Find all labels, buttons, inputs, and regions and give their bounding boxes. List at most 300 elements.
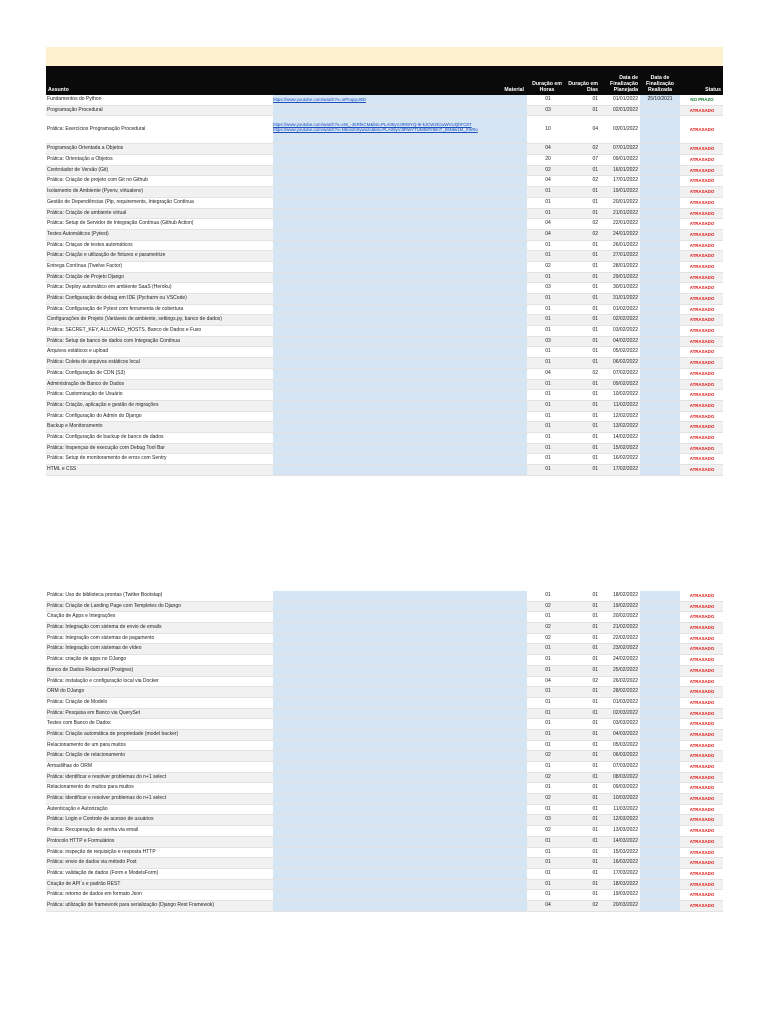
status-atrasado-badge: ATRASADO	[689, 157, 715, 163]
material-cell	[273, 187, 527, 197]
data-planejada-cell: 06/02/2022	[612, 359, 638, 366]
status-atrasado-badge: ATRASADO	[689, 603, 715, 609]
duracao-horas-cell: 04	[545, 901, 551, 908]
duracao-dias-cell: 01	[592, 730, 598, 737]
duracao-horas-cell: 01	[545, 241, 551, 248]
duracao-dias-cell: 01	[592, 624, 598, 631]
assunto-cell: Prática: Integração com sistemas de vídeo	[47, 645, 142, 652]
material-cell	[273, 837, 527, 847]
table-row	[46, 602, 723, 613]
table-row	[46, 369, 723, 380]
duracao-horas-cell: 01	[545, 837, 551, 844]
duracao-dias-cell: 01	[592, 455, 598, 462]
status-atrasado-badge: ATRASADO	[689, 892, 715, 898]
table-row	[46, 116, 723, 144]
data-realizada-cell	[640, 612, 680, 622]
assunto-cell: Prática: Inspençao de execução com Debug Tool Bar	[47, 444, 165, 451]
table-header	[46, 66, 723, 95]
material-cell	[273, 95, 527, 105]
status-atrasado-badge: ATRASADO	[689, 667, 715, 673]
material-cell	[273, 390, 527, 400]
data-realizada-cell	[640, 709, 680, 719]
data-realizada-cell	[640, 602, 680, 612]
duracao-dias-cell: 01	[592, 209, 598, 216]
duracao-horas-cell: 01	[545, 848, 551, 855]
data-realizada-cell	[640, 880, 680, 890]
material-cell	[273, 869, 527, 879]
data-planejada-cell: 27/01/2022	[612, 252, 638, 259]
data-realizada-cell	[640, 783, 680, 793]
status-atrasado-badge: ATRASADO	[689, 593, 715, 598]
material-cell	[273, 634, 527, 644]
data-planejada-cell: 16/01/2022	[612, 166, 638, 173]
duracao-horas-cell: 03	[545, 106, 551, 113]
material-cell	[273, 698, 527, 708]
data-realizada-cell	[640, 591, 680, 601]
material-cell	[273, 848, 527, 858]
status-atrasado-badge: ATRASADO	[689, 146, 715, 152]
material-cell	[273, 666, 527, 676]
duracao-horas-cell: 03	[545, 816, 551, 823]
duracao-dias-cell: 01	[592, 401, 598, 408]
status-atrasado-badge: ATRASADO	[689, 381, 715, 387]
assunto-cell: Prática: Customização de Usuário	[47, 391, 123, 398]
assunto-cell: Prática: retorno de dados em formato Json	[47, 891, 142, 898]
material-link[interactable]: https://www.youtube.com/watch?v=N6ov2mfywuzc&list=PLA05yVJtRWYTUMtMTrl8mT_b5Ntw1M_XW0o	[273, 127, 478, 133]
data-planejada-cell: 29/01/2022	[612, 273, 638, 280]
data-planejada-cell: 03/01/2022	[612, 126, 638, 133]
data-realizada-cell	[640, 858, 680, 868]
assunto-cell: Prática: Criação e utilização de fixtures e parametrize	[47, 252, 166, 259]
duracao-horas-cell: 02	[545, 634, 551, 641]
material-cell	[273, 283, 527, 293]
table-row	[46, 465, 723, 476]
data-realizada-cell	[640, 444, 680, 454]
duracao-dias-cell: 01	[592, 466, 598, 472]
assunto-cell: Armadilhas do ORM	[47, 763, 93, 769]
duracao-horas-cell: 04	[545, 177, 551, 184]
table-row	[46, 773, 723, 784]
status-atrasado-badge: ATRASADO	[689, 657, 715, 663]
data-planejada-cell: 16/02/2022	[612, 455, 638, 462]
status-atrasado-badge: ATRASADO	[689, 370, 715, 376]
duracao-dias-cell: 01	[592, 305, 598, 312]
data-realizada-cell	[640, 155, 680, 165]
data-realizada-cell	[640, 337, 680, 347]
data-planejada-cell: 11/02/2022	[613, 401, 638, 408]
data-realizada-cell	[640, 251, 680, 261]
table-row	[46, 315, 723, 326]
status-atrasado-badge: ATRASADO	[689, 881, 715, 887]
data-realizada-cell	[640, 730, 680, 740]
data-realizada-cell	[640, 176, 680, 186]
material-link[interactable]: https://www.youtube.com/watch?v=cW_-2kRfeCM&list=PLA05yVJtRWYQ-9i-kJCW2tCwWVUQhFC8T	[273, 122, 472, 128]
duracao-dias-cell: 01	[592, 613, 598, 620]
assunto-cell: Criação de API´s e padrão REST	[47, 880, 121, 887]
assunto-cell: Prática: Deploy automático em ambiente SaaS (Heroku)	[47, 284, 172, 291]
data-realizada-cell	[640, 773, 680, 783]
data-planejada-cell: 04/02/2022	[612, 337, 638, 344]
table-row	[46, 815, 723, 826]
data-planejada-cell: 28/02/2022	[612, 688, 638, 695]
material-cell	[273, 347, 527, 357]
status-atrasado-badge: ATRASADO	[689, 263, 715, 269]
duracao-dias-cell: 01	[592, 188, 598, 195]
assunto-cell: Testes com Banco de Dados	[47, 720, 111, 727]
duracao-horas-cell: 01	[545, 784, 551, 791]
data-realizada-cell	[640, 380, 680, 390]
data-planejada-cell: 19/01/2022	[612, 188, 638, 195]
table-row	[46, 95, 723, 106]
table-row	[46, 401, 723, 412]
duracao-dias-cell: 01	[592, 295, 598, 301]
col-duracao-dias: Duração em Dias	[568, 81, 598, 93]
material-cell	[273, 730, 527, 740]
assunto-cell: Programação Orientada a Objetos	[47, 145, 124, 152]
duracao-horas-cell: 01	[545, 198, 551, 205]
status-atrasado-badge: ATRASADO	[689, 285, 715, 291]
table-row	[46, 283, 723, 294]
material-cell	[273, 241, 527, 251]
duracao-horas-cell: 01	[545, 763, 551, 769]
data-realizada-cell	[640, 741, 680, 751]
table-row	[46, 644, 723, 655]
assunto-cell: Prática: Criação de Projeto Django	[47, 273, 124, 280]
data-planejada-cell: 19/03/2022	[612, 891, 638, 898]
duracao-horas-cell: 01	[545, 380, 551, 387]
material-cell	[273, 794, 527, 804]
status-atrasado-badge: ATRASADO	[689, 317, 715, 323]
status-atrasado-badge: ATRASADO	[689, 253, 715, 259]
data-planejada-cell: 21/02/2022	[612, 624, 638, 631]
status-atrasado-badge: ATRASADO	[689, 107, 715, 113]
table-row	[46, 337, 723, 348]
assunto-cell: Administração de Banco de Dados	[47, 380, 124, 387]
assunto-cell: Prática: Pesquisa em Banco via QuerySet	[47, 709, 141, 716]
data-planejada-cell: 05/03/2022	[612, 741, 638, 748]
assunto-cell: Isolamento de Ambiente (Pyenv, virtualenv)	[47, 188, 144, 195]
material-cell	[273, 751, 527, 761]
material-cell	[273, 369, 527, 379]
data-realizada-cell	[640, 794, 680, 804]
duracao-dias-cell: 01	[592, 337, 598, 344]
assunto-cell: Prática: Criação de ambiente virtual	[47, 209, 127, 216]
status-no-prazo-badge: NO PRAZO	[690, 97, 714, 102]
material-cell	[273, 380, 527, 390]
assunto-cell: Gestão de Dependências (Pip, requirements, Integração Contínua	[47, 198, 194, 205]
material-cell	[273, 687, 527, 697]
data-planejada-cell: 12/03/2022	[612, 816, 638, 823]
duracao-dias-cell: 01	[592, 698, 598, 705]
data-realizada-cell	[640, 369, 680, 379]
data-planejada-cell: 03/03/2022	[612, 720, 638, 727]
assunto-cell: Prática: Setup de Servidor de Integração Contínua (Github Action)	[47, 220, 194, 227]
status-atrasado-badge: ATRASADO	[689, 774, 715, 780]
duracao-horas-cell: 02	[545, 773, 551, 780]
data-planejada-cell: 30/01/2022	[612, 284, 638, 291]
data-realizada-cell	[640, 241, 680, 251]
assunto-cell: Prática: identificar e resolver problemas do n+1 select	[47, 795, 167, 802]
data-realizada-cell	[640, 116, 680, 143]
data-realizada-cell	[640, 687, 680, 697]
assunto-cell: Prática: Criação de Modelo	[47, 698, 108, 705]
data-planejada-cell: 10/03/2022	[612, 795, 638, 802]
data-realizada-cell	[640, 634, 680, 644]
assunto-cell: Testes Automáticos (Pytest)	[47, 230, 109, 237]
duracao-horas-cell: 01	[545, 391, 551, 398]
duracao-dias-cell: 01	[592, 827, 598, 834]
data-planejada-cell: 20/02/2022	[612, 613, 638, 620]
table-row	[46, 698, 723, 709]
status-atrasado-badge: ATRASADO	[689, 467, 715, 472]
duracao-horas-cell: 01	[545, 273, 551, 280]
status-atrasado-badge: ATRASADO	[689, 221, 715, 227]
duracao-horas-cell: 01	[545, 209, 551, 216]
status-atrasado-badge: ATRASADO	[689, 796, 715, 802]
duracao-dias-cell: 01	[592, 816, 598, 823]
duracao-dias-cell: 01	[592, 752, 598, 759]
duracao-horas-cell: 01	[545, 880, 551, 887]
data-planejada-cell: 11/03/2022	[613, 805, 638, 812]
table-row	[46, 433, 723, 444]
assunto-cell: Prática: Criação de Landing Page com Templetes do Django	[47, 602, 181, 609]
table-row	[46, 106, 723, 117]
material-cell	[273, 677, 527, 687]
data-realizada-cell	[640, 698, 680, 708]
assunto-cell: Prática: Setup de banco de dados com Integração Contínua	[47, 337, 180, 344]
duracao-dias-cell: 01	[592, 423, 598, 430]
material-cell	[273, 433, 527, 443]
data-planejada-cell: 05/02/2022	[612, 348, 638, 355]
data-planejada-cell: 07/01/2022	[612, 145, 638, 152]
material-cell	[273, 209, 527, 219]
data-planejada-cell: 28/01/2022	[612, 262, 638, 269]
table-row	[46, 390, 723, 401]
data-planejada-cell: 01/03/2022	[612, 698, 638, 705]
duracao-horas-cell: 01	[545, 730, 551, 737]
table-row	[46, 219, 723, 230]
data-planejada-cell: 21/01/2022	[612, 209, 638, 216]
duracao-dias-cell: 01	[592, 327, 598, 334]
data-realizada-cell	[640, 401, 680, 411]
material-cell	[273, 655, 527, 665]
assunto-cell: Prática: instalação e configuração local via Docker	[47, 677, 159, 684]
data-realizada-cell	[640, 305, 680, 315]
status-atrasado-badge: ATRASADO	[689, 870, 715, 876]
table-row	[46, 176, 723, 187]
status-atrasado-badge: ATRASADO	[689, 402, 715, 408]
duracao-dias-cell: 01	[592, 741, 598, 748]
data-realizada-cell	[640, 751, 680, 761]
material-cell	[273, 305, 527, 315]
table-row	[46, 869, 723, 880]
duracao-horas-cell: 04	[545, 145, 551, 152]
data-planejada-cell: 04/03/2022	[612, 730, 638, 737]
duracao-horas-cell: 02	[545, 166, 551, 173]
data-realizada-cell	[640, 433, 680, 443]
material-cell	[273, 805, 527, 815]
duracao-dias-cell: 01	[592, 380, 598, 387]
data-realizada-cell	[640, 805, 680, 815]
material-cell	[273, 826, 527, 836]
assunto-cell: Prática: Coleta de arquivos estáticos local	[47, 359, 140, 366]
table-row	[46, 848, 723, 859]
assunto-cell: Prática: Criação automática de propriedade (model backer)	[47, 730, 179, 737]
duracao-horas-cell: 01	[545, 741, 551, 748]
col-data-planejada: Data de Finalização Planejada	[610, 75, 638, 93]
data-realizada-cell	[640, 901, 680, 911]
material-cell	[273, 198, 527, 208]
assunto-cell: Prática: Criação, aplicação e gestão de migrações	[47, 401, 159, 408]
assunto-cell: Prática: criação de apps no DJango	[47, 656, 127, 663]
data-planejada-cell: 02/01/2022	[612, 106, 638, 113]
status-atrasado-badge: ATRASADO	[689, 635, 715, 641]
duracao-dias-cell: 01	[592, 848, 598, 855]
duracao-dias-cell: 01	[592, 444, 598, 451]
table-row	[46, 890, 723, 901]
data-realizada-cell	[640, 273, 680, 283]
assunto-cell: Prática: Configuração de debug em IDE (Pycharm ou VSCode)	[47, 295, 187, 301]
duracao-horas-cell: 01	[545, 805, 551, 812]
duracao-dias-cell: 02	[592, 677, 598, 684]
data-realizada-cell	[640, 144, 680, 154]
table-row	[46, 634, 723, 645]
duracao-horas-cell: 01	[545, 455, 551, 462]
status-atrasado-badge: ATRASADO	[689, 338, 715, 344]
material-cell	[273, 422, 527, 432]
assunto-cell: Prática: Configuração de backup de banco de dados	[47, 433, 164, 440]
data-planejada-cell: 09/02/2022	[612, 380, 638, 387]
duracao-horas-cell: 01	[545, 295, 551, 301]
material-cell	[273, 741, 527, 751]
data-planejada-cell: 12/02/2022	[612, 412, 638, 419]
status-atrasado-badge: ATRASADO	[689, 328, 715, 334]
assunto-cell: Criação de Apps e Integrações	[47, 613, 116, 620]
assunto-cell: Prática: Orientação a Objetos	[47, 156, 113, 163]
status-atrasado-badge: ATRASADO	[689, 178, 715, 184]
duracao-dias-cell: 01	[592, 666, 598, 673]
table-row	[46, 230, 723, 241]
duracao-horas-cell: 02	[545, 827, 551, 834]
table-row	[46, 144, 723, 155]
duracao-horas-cell: 01	[545, 433, 551, 440]
table-row	[46, 751, 723, 762]
data-planejada-cell: 08/03/2022	[612, 773, 638, 780]
table-row	[46, 347, 723, 358]
data-realizada-cell	[640, 230, 680, 240]
duracao-dias-cell: 01	[592, 273, 598, 280]
data-planejada-cell: 02/03/2022	[612, 709, 638, 716]
data-realizada-cell	[640, 198, 680, 208]
assunto-cell: Prática: utilização de framework para serialização (Django Rest Framewok)	[47, 901, 215, 908]
table-row	[46, 155, 723, 166]
material-cell	[273, 412, 527, 422]
table-row	[46, 783, 723, 794]
duracao-horas-cell: 01	[545, 869, 551, 876]
duracao-horas-cell: 01	[545, 359, 551, 366]
data-planejada-cell: 23/02/2022	[612, 645, 638, 652]
assunto-cell: Controlador de Versão (Git)	[47, 166, 109, 173]
data-planejada-cell: 07/03/2022	[612, 763, 638, 769]
table-row	[46, 326, 723, 337]
data-realizada-cell	[640, 762, 680, 772]
header-band	[46, 47, 723, 66]
duracao-dias-cell: 01	[592, 880, 598, 887]
assunto-cell: Prática: Login e Controle de acesso de usuários	[47, 816, 154, 823]
duracao-horas-cell: 01	[545, 720, 551, 727]
status-atrasado-badge: ATRASADO	[689, 849, 715, 855]
status-atrasado-badge: ATRASADO	[689, 817, 715, 823]
table-row	[46, 166, 723, 177]
data-planejada-cell: 20/01/2022	[612, 198, 638, 205]
data-planejada-cell: 22/01/2022	[612, 220, 638, 227]
status-atrasado-badge: ATRASADO	[689, 838, 715, 844]
duracao-horas-cell: 01	[545, 401, 551, 408]
data-planejada-cell: 26/02/2022	[612, 677, 638, 684]
table-row	[46, 305, 723, 316]
status-atrasado-badge: ATRASADO	[689, 456, 715, 462]
data-planejada-cell: 07/02/2022	[612, 369, 638, 376]
material-cell	[273, 294, 527, 304]
data-realizada-cell	[640, 283, 680, 293]
duracao-horas-cell: 01	[545, 444, 551, 451]
data-realizada-cell	[640, 454, 680, 464]
material-cell	[273, 612, 527, 622]
status-atrasado-badge: ATRASADO	[689, 392, 715, 398]
status-atrasado-badge: ATRASADO	[689, 274, 715, 280]
material-cell	[273, 219, 527, 229]
material-cell	[273, 709, 527, 719]
assunto-cell: Relacionamento de muitos para muitos	[47, 784, 134, 791]
duracao-horas-cell: 01	[545, 859, 551, 866]
table-row	[46, 444, 723, 455]
data-planejada-cell: 20/03/2022	[612, 901, 638, 908]
material-cell	[273, 880, 527, 890]
table-row	[46, 666, 723, 677]
status-atrasado-badge: ATRASADO	[689, 678, 715, 684]
assunto-cell: Prática: envio de dados via método Post	[47, 859, 137, 866]
duracao-horas-cell: 01	[545, 316, 551, 323]
data-realizada-cell	[640, 837, 680, 847]
material-cell	[273, 358, 527, 368]
data-realizada-cell: 25/10/2021	[640, 95, 680, 105]
material-link[interactable]: https://www.youtube.com/watch?v=oIPoqqxJ6l0	[273, 97, 366, 102]
data-realizada-cell	[640, 826, 680, 836]
data-planejada-cell: 22/02/2022	[612, 634, 638, 641]
assunto-cell: Banco de Dados Relacional (Postgres)	[47, 666, 134, 673]
assunto-cell: Arquivos estáticos e upload	[47, 348, 109, 355]
table-row	[46, 209, 723, 220]
material-cell	[273, 783, 527, 793]
material-cell	[273, 454, 527, 464]
duracao-dias-cell: 01	[592, 602, 598, 609]
duracao-horas-cell: 01	[545, 688, 551, 695]
duracao-horas-cell: 01	[545, 698, 551, 705]
duracao-horas-cell: 01	[545, 891, 551, 898]
duracao-horas-cell: 02	[545, 262, 551, 269]
table-row	[46, 687, 723, 698]
duracao-dias-cell: 01	[592, 252, 598, 259]
assunto-cell: Prática: Integração com sistemas de pagamento	[47, 634, 155, 641]
data-realizada-cell	[640, 262, 680, 272]
assunto-cell: Prática: Exercícios Programação Procedural	[47, 126, 146, 133]
table-row	[46, 422, 723, 433]
duracao-dias-cell: 01	[592, 412, 598, 419]
status-atrasado-badge: ATRASADO	[689, 753, 715, 759]
duracao-horas-cell: 01	[545, 656, 551, 663]
duracao-dias-cell: 01	[592, 805, 598, 812]
duracao-dias-cell: 01	[592, 645, 598, 652]
